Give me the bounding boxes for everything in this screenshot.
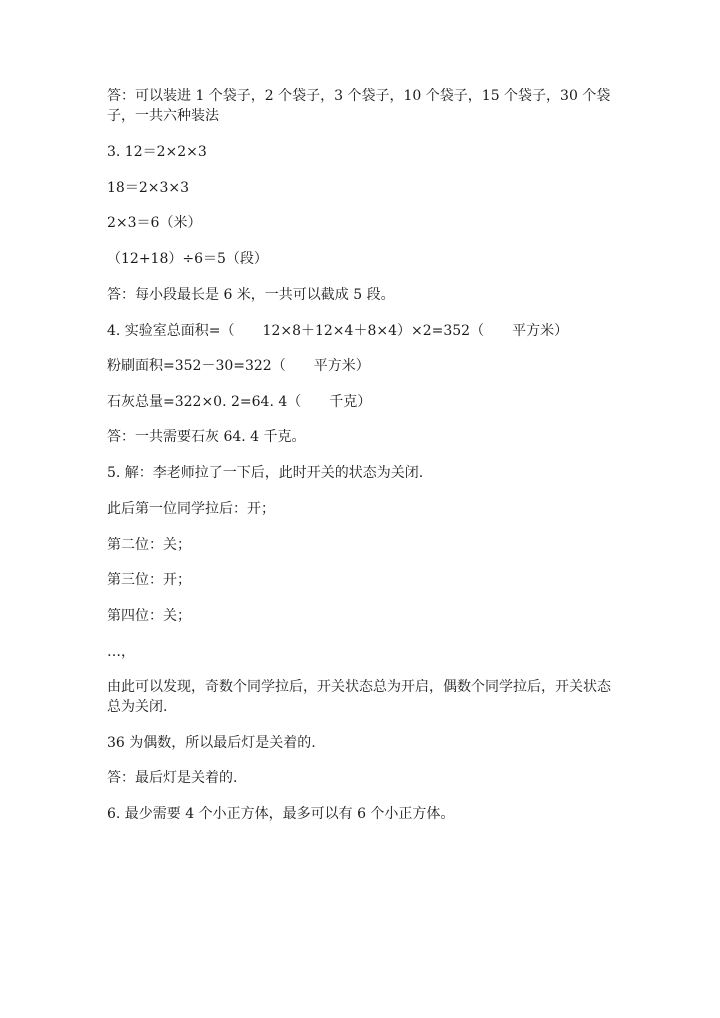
answer-line-1: 答：可以装进 1 个袋子，2 个袋子，3 个袋子，10 个袋子，15 个袋子，30 个袋子，一共六种装法 <box>107 88 611 124</box>
answer-line-18: 36 为偶数，所以最后灯是关着的. <box>107 735 316 751</box>
answer-line-12: 此后第一位同学拉后：开； <box>107 501 275 517</box>
answer-line-11: 5. 解：李老师拉了一下后，此时开关的状态为关闭. <box>107 465 424 481</box>
answer-line-16: …， <box>107 644 135 660</box>
answer-line-13: 第二位：关； <box>107 537 191 553</box>
answer-line-8: 粉刷面积=352－30=322（ 平方米） <box>107 358 370 374</box>
answer-line-3: 18＝2×3×3 <box>107 180 189 196</box>
answer-line-20: 6. 最少需要 4 个小正方体，最多可以有 6 个小正方体。 <box>107 806 455 822</box>
answer-line-9: 石灰总量=322×0. 2=64. 4（ 千克） <box>107 394 372 410</box>
answer-line-2: 3. 12＝2×2×3 <box>107 144 207 160</box>
answer-line-15: 第四位：关； <box>107 608 191 624</box>
answer-line-17: 由此可以发现，奇数个同学拉后，开关状态总为开启，偶数个同学拉后，开关状态总为关闭. <box>107 679 611 715</box>
answer-line-14: 第三位：开； <box>107 572 191 588</box>
answer-line-10: 答：一共需要石灰 64. 4 千克。 <box>107 429 306 445</box>
answer-line-5: （12+18）÷6＝5（段） <box>107 251 268 267</box>
answer-line-7: 4. 实验室总面积=（ 12×8＋12×4＋8×4）×2=352（ 平方米） <box>107 323 569 339</box>
answer-line-19: 答：最后灯是关着的. <box>107 770 238 786</box>
answer-line-6: 答：每小段最长是 6 米，一共可以截成 5 段。 <box>107 287 395 303</box>
answer-line-4: 2×3＝6（米） <box>107 215 202 231</box>
